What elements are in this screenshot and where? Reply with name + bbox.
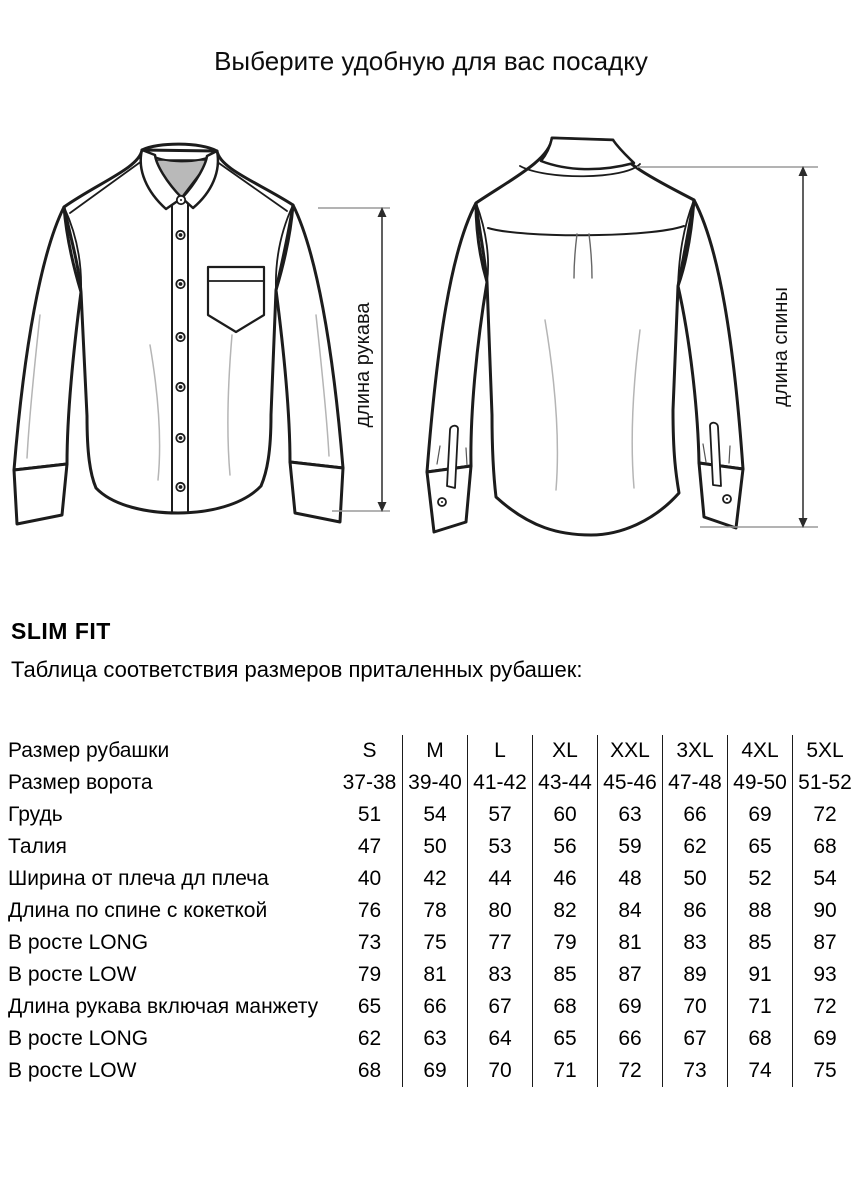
table-cell: 85 <box>727 927 792 959</box>
table-cell: 50 <box>402 831 467 863</box>
row-label: В росте LOW <box>8 1059 137 1082</box>
row-label: В росте LONG <box>8 931 149 954</box>
table-cell: 3XL <box>662 735 727 767</box>
front-body <box>64 150 293 513</box>
table-cell: 72 <box>792 799 857 831</box>
table-cell: 90 <box>792 895 857 927</box>
back-body <box>476 138 694 535</box>
table-cell: 64 <box>467 1023 532 1055</box>
table-cell: 81 <box>597 927 662 959</box>
table-cell: 65 <box>532 1023 597 1055</box>
table-cell: 4XL <box>727 735 792 767</box>
row-label: В росте LOW <box>8 963 137 986</box>
table-cell: 51 <box>357 803 382 826</box>
table-cell: 48 <box>597 863 662 895</box>
table-cell: 62 <box>357 1027 382 1050</box>
table-cell: 5XL <box>792 735 857 767</box>
table-row <box>8 959 857 991</box>
table-cell: 50 <box>662 863 727 895</box>
table-cell: 49-50 <box>727 767 792 799</box>
size-table <box>8 735 857 1087</box>
table-cell: 69 <box>792 1023 857 1055</box>
row-label: Ширина от плеча дл плеча <box>8 867 269 890</box>
table-row <box>8 735 857 767</box>
shirt-measurement-diagram <box>0 120 862 590</box>
table-cell: 44 <box>467 863 532 895</box>
table-cell: 87 <box>597 959 662 991</box>
table-cell: 42 <box>402 863 467 895</box>
sleeve-length-label: длина рукава <box>352 302 374 428</box>
table-caption: Таблица соответствия размеров приталенных рубашек: <box>11 657 583 682</box>
table-cell: 77 <box>467 927 532 959</box>
row-label: Длина по спине с кокеткой <box>8 899 268 922</box>
table-cell: 60 <box>532 799 597 831</box>
table-cell: 68 <box>792 831 857 863</box>
table-cell: 70 <box>467 1055 532 1087</box>
table-cell: 37-38 <box>342 771 397 794</box>
table-cell: 83 <box>662 927 727 959</box>
table-cell: 67 <box>467 991 532 1023</box>
table-cell: 80 <box>467 895 532 927</box>
table-cell: 45-46 <box>597 767 662 799</box>
table-row <box>8 991 857 1023</box>
table-cell: 66 <box>597 1023 662 1055</box>
table-cell: 39-40 <box>402 767 467 799</box>
table-cell: 87 <box>792 927 857 959</box>
table-cell: 68 <box>727 1023 792 1055</box>
table-cell: 62 <box>662 831 727 863</box>
table-cell: 91 <box>727 959 792 991</box>
table-cell: 73 <box>357 931 382 954</box>
front-left-sleeve <box>14 207 81 470</box>
table-cell: 69 <box>597 991 662 1023</box>
table-cell: 59 <box>597 831 662 863</box>
table-cell: 83 <box>467 959 532 991</box>
table-row <box>8 1055 857 1087</box>
table-cell: 54 <box>402 799 467 831</box>
table-cell: 85 <box>532 959 597 991</box>
table-cell: 47 <box>357 835 382 858</box>
table-cell: 78 <box>402 895 467 927</box>
table-cell: 81 <box>402 959 467 991</box>
table-cell: 51-52 <box>792 767 857 799</box>
table-cell: S <box>362 739 377 762</box>
row-label: Размер рубашки <box>8 739 170 762</box>
table-cell: 47-48 <box>662 767 727 799</box>
table-cell: 43-44 <box>532 767 597 799</box>
table-cell: 66 <box>662 799 727 831</box>
table-cell: 41-42 <box>467 767 532 799</box>
shirt-front-drawing <box>14 144 343 524</box>
table-cell: XXL <box>597 735 662 767</box>
back-collar-stand <box>541 138 634 169</box>
table-cell: 56 <box>532 831 597 863</box>
table-cell: 70 <box>662 991 727 1023</box>
row-label: В росте LONG <box>8 1027 149 1050</box>
table-cell: 65 <box>727 831 792 863</box>
table-cell: 69 <box>402 1055 467 1087</box>
table-cell: 53 <box>467 831 532 863</box>
table-row <box>8 799 857 831</box>
table-row <box>8 863 857 895</box>
fit-heading: SLIM FIT <box>11 618 111 644</box>
table-row <box>8 831 857 863</box>
table-cell: 66 <box>402 991 467 1023</box>
front-left-cuff <box>14 464 67 524</box>
table-cell: M <box>402 735 467 767</box>
table-row <box>8 1023 857 1055</box>
table-cell: 40 <box>357 867 382 890</box>
table-cell: 72 <box>792 991 857 1023</box>
table-cell: 54 <box>792 863 857 895</box>
row-label: Талия <box>8 835 67 858</box>
table-cell: L <box>467 735 532 767</box>
table-cell: 79 <box>532 927 597 959</box>
table-row <box>8 767 857 799</box>
table-cell: 75 <box>402 927 467 959</box>
table-cell: 72 <box>597 1055 662 1087</box>
row-label: Длина рукава включая манжету <box>8 995 319 1018</box>
table-cell: 82 <box>532 895 597 927</box>
table-cell: 76 <box>357 899 382 922</box>
front-right-cuff <box>290 462 343 522</box>
table-cell: 67 <box>662 1023 727 1055</box>
table-cell: 68 <box>532 991 597 1023</box>
table-cell: 68 <box>357 1059 382 1082</box>
table-row <box>8 927 857 959</box>
table-cell: 63 <box>597 799 662 831</box>
table-cell: 93 <box>792 959 857 991</box>
row-label: Грудь <box>8 803 63 826</box>
table-cell: 86 <box>662 895 727 927</box>
table-cell: 75 <box>792 1055 857 1087</box>
table-cell: 84 <box>597 895 662 927</box>
table-cell: 69 <box>727 799 792 831</box>
table-cell: 79 <box>357 963 382 986</box>
table-cell: 46 <box>532 863 597 895</box>
table-cell: 52 <box>727 863 792 895</box>
row-label: Размер ворота <box>8 771 153 794</box>
table-cell: 73 <box>662 1055 727 1087</box>
table-cell: 57 <box>467 799 532 831</box>
table-cell: 89 <box>662 959 727 991</box>
table-row <box>8 895 857 927</box>
table-cell: 63 <box>402 1023 467 1055</box>
shirt-back-drawing <box>427 138 743 535</box>
table-cell: 71 <box>727 991 792 1023</box>
page-title: Выберите удобную для вас посадку <box>214 46 648 76</box>
table-cell: XL <box>532 735 597 767</box>
table-cell: 88 <box>727 895 792 927</box>
back-length-label: длина спины <box>770 287 792 407</box>
table-cell: 65 <box>357 995 382 1018</box>
table-cell: 71 <box>532 1055 597 1087</box>
table-cell: 74 <box>727 1055 792 1087</box>
